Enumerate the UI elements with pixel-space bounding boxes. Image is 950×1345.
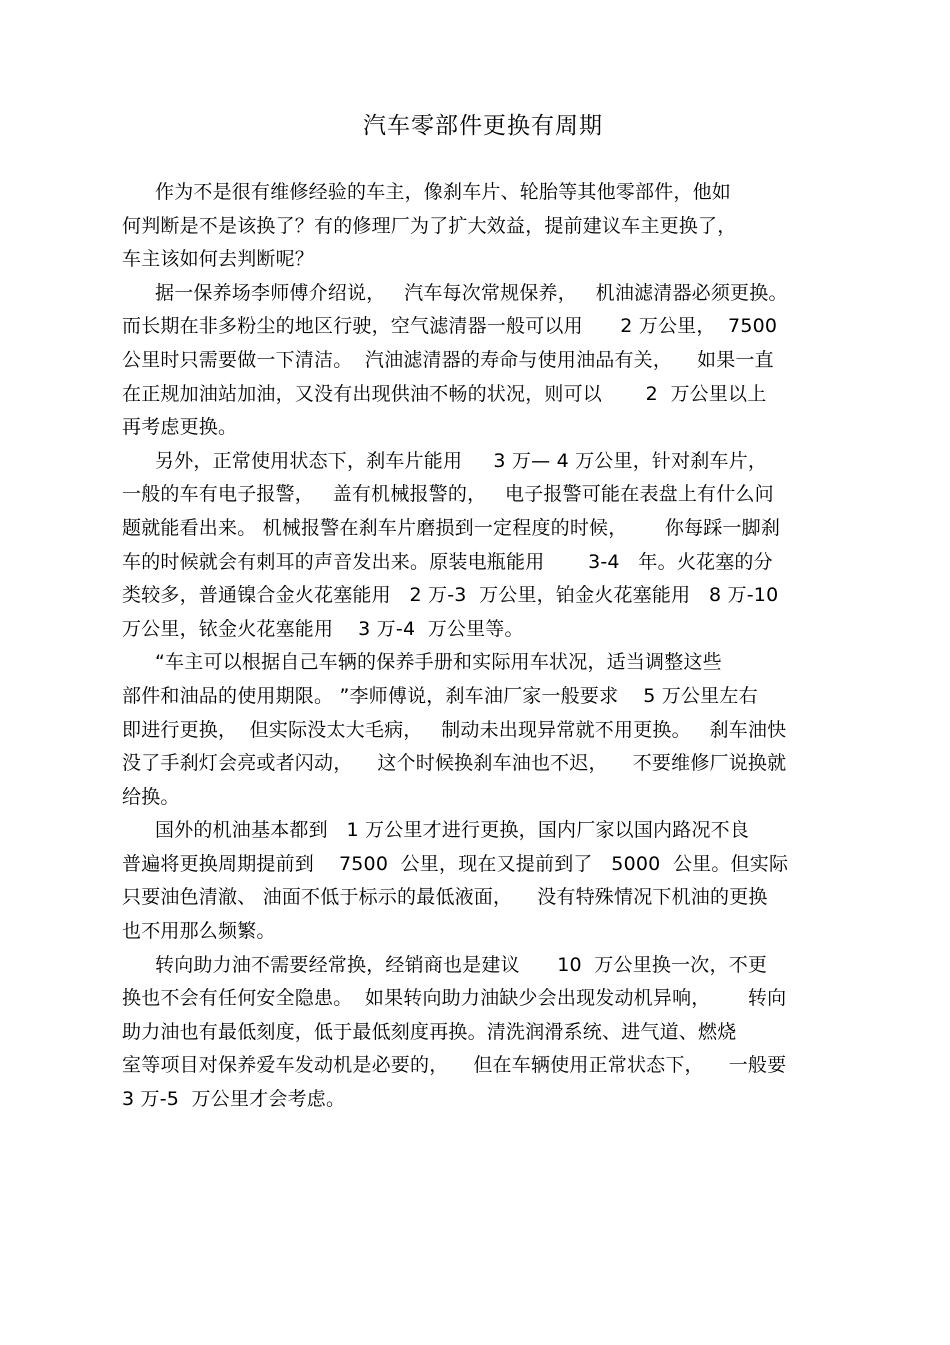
text-line: 部件和油品的使用期限。 ”李师傅说，刹车油厂家一般要求 5 万公里左右 [122, 684, 758, 707]
text-line: 转向助力油不需要经常换，经销商也是建议 10 万公里换一次，不更 [155, 953, 768, 976]
text-line: 3 万-5 万公里才会考虑。 [122, 1088, 346, 1111]
document-body [122, 176, 832, 1117]
text-line: 再考虑更换。 [122, 416, 238, 439]
text-line: 换也不会有任何安全隐患。 如果转向助力油缺少会出现发动机异响， 转向 [122, 987, 787, 1010]
text-line: 也不用那么频繁。 [122, 920, 276, 943]
text-line: 而长期在非多粉尘的地区行驶，空气滤清器一般可以用 2 万公里， 7500 [122, 315, 778, 338]
text-line: 作为不是很有维修经验的车主，像刹车片、轮胎等其他零部件，他如 [155, 181, 732, 203]
text-line: 没了手刹灯会亮或者闪动， 这个时候换刹车油也不迟， 不要维修厂说换就 [122, 752, 787, 775]
text-line: 一般的车有电子报警， 盖有机械报警的， 电子报警可能在表盘上有什么问 [122, 483, 774, 506]
text-line: 即进行更换， 但实际没太大毛病， 制动未出现异常就不用更换。 刹车油快 [122, 718, 787, 741]
text-line: 公里时只需要做一下清洁。 汽油滤清器的寿命与使用油品有关， 如果一直 [122, 348, 774, 371]
text-line: 题就能看出来。 机械报警在刹车片磨损到一定程度的时候， 你每踩一脚刹 [122, 516, 781, 539]
text-line: 另外，正常使用状态下，刹车片能用 3 万— 4 万公里，针对刹车片， [155, 449, 768, 472]
text-line: 室等项目对保养爱车发动机是必要的， 但在车辆使用正常状态下， 一般要 [122, 1054, 787, 1077]
document-title: 汽车零部件更换有周期 [363, 113, 603, 139]
text-line: 万公里，铱金火花塞能用 3 万-4 万公里等。 [122, 617, 524, 640]
text-line: 在正规加油站加油，又没有出现供油不畅的状况，则可以 2 万公里以上 [122, 382, 767, 405]
text-line: 普遍将更换周期提前到 7500 公里，现在又提前到了 5000 公里。但实际 [122, 852, 789, 875]
text-line: 类较多，普通镍合金火花塞能用 2 万-3 万公里，铂金火花塞能用 8 万-10 [122, 584, 779, 607]
text-line: 给换。 [122, 785, 180, 808]
text-line: 车的时候就会有刺耳的声音发出来。原装电瓶能用 3-4 年。火花塞的分 [122, 550, 773, 573]
text-line: 据一保养场李师傅介绍说， 汽车每次常规保养， 机油滤清器必须更换。 [155, 281, 788, 304]
text-line: 何判断是不是该换了？有的修理厂为了扩大效益，提前建议车主更换了， [122, 214, 737, 237]
text-line: 只要油色清澈、 油面不低于标示的最低液面， 没有特殊情况下机油的更换 [122, 886, 768, 909]
text-line: 国外的机油基本都到 1 万公里才进行更换，国内厂家以国内路况不良 [155, 819, 750, 842]
text-line: “车主可以根据自己车辆的保养手册和实际用车状况，适当调整这些 [155, 651, 722, 674]
text-line: 车主该如何去判断呢？ [122, 248, 315, 271]
text-line: 助力油也有最低刻度，低于最低刻度再换。清洗润滑系统、进气道、燃烧 [122, 1020, 737, 1043]
